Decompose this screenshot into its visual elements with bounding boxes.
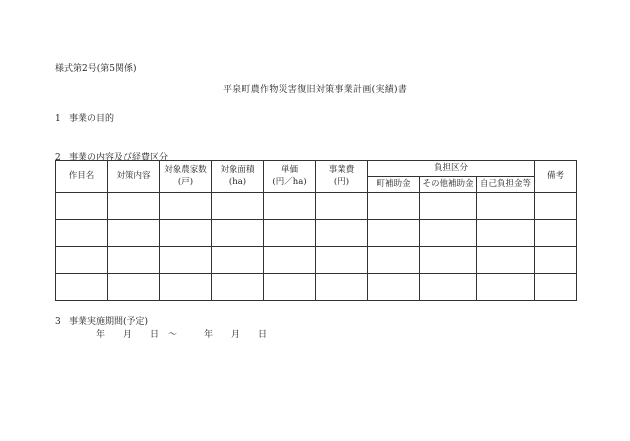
cell-unit-price[interactable] xyxy=(264,247,316,274)
cell-area[interactable] xyxy=(212,247,264,274)
cell-remarks[interactable] xyxy=(535,247,577,274)
cell-other-subsidy[interactable] xyxy=(420,220,477,247)
header-remarks: 備考 xyxy=(535,161,577,193)
table-row xyxy=(56,220,577,247)
table-row xyxy=(56,193,577,220)
cell-measures[interactable] xyxy=(108,220,160,247)
header-unit-price: 単価 (円／ha) xyxy=(264,161,316,193)
cell-farmers[interactable] xyxy=(160,193,212,220)
header-row xyxy=(56,161,577,177)
section-period xyxy=(55,314,148,327)
cell-self-burden[interactable] xyxy=(477,274,535,301)
cell-area[interactable] xyxy=(212,193,264,220)
section-number: 1 xyxy=(55,114,61,124)
cell-measures[interactable] xyxy=(108,193,160,220)
cell-cost[interactable] xyxy=(316,247,368,274)
document-title: 平泉町農作物災害復旧対策事業計画(実績)書 xyxy=(222,85,408,95)
cell-work-name[interactable] xyxy=(56,274,108,301)
form-number: 様式第2号(第5関係) xyxy=(55,64,137,74)
cell-work-name[interactable] xyxy=(56,220,108,247)
cell-other-subsidy[interactable] xyxy=(420,274,477,301)
cell-remarks[interactable] xyxy=(535,274,577,301)
cell-other-subsidy[interactable] xyxy=(420,193,477,220)
cell-work-name[interactable] xyxy=(56,247,108,274)
cell-remarks[interactable] xyxy=(535,193,577,220)
cell-self-burden[interactable] xyxy=(477,193,535,220)
table-row xyxy=(56,247,577,274)
cell-town-subsidy[interactable] xyxy=(368,220,420,247)
cell-remarks[interactable] xyxy=(535,220,577,247)
header-town-subsidy: 町補助金 xyxy=(368,177,420,193)
header-area: 対象面積 (ha) xyxy=(212,161,264,193)
header-other-subsidy: その他補助金 xyxy=(420,177,477,193)
cell-farmers[interactable] xyxy=(160,274,212,301)
cell-cost[interactable] xyxy=(316,220,368,247)
section-purpose xyxy=(55,111,114,124)
cell-unit-price[interactable] xyxy=(264,193,316,220)
section-number: 3 xyxy=(55,317,61,327)
section-label: 事業の目的 xyxy=(69,114,115,124)
cell-cost[interactable] xyxy=(316,193,368,220)
cell-unit-price[interactable] xyxy=(264,274,316,301)
section-label: 事業の内容及び経費区分 xyxy=(69,153,169,163)
cell-self-burden[interactable] xyxy=(477,247,535,274)
cell-farmers[interactable] xyxy=(160,247,212,274)
cell-other-subsidy[interactable] xyxy=(420,247,477,274)
cell-area[interactable] xyxy=(212,274,264,301)
header-measures: 対策内容 xyxy=(108,161,160,193)
header-self-burden: 自己負担金等 xyxy=(477,177,535,193)
header-burden: 負担区分 xyxy=(368,161,535,177)
cell-measures[interactable] xyxy=(108,247,160,274)
cell-farmers[interactable] xyxy=(160,220,212,247)
cell-town-subsidy[interactable] xyxy=(368,247,420,274)
cell-self-burden[interactable] xyxy=(477,220,535,247)
section-label: 事業実施期間(予定) xyxy=(69,317,149,327)
header-work-name: 作目名 xyxy=(56,161,108,193)
cell-town-subsidy[interactable] xyxy=(368,274,420,301)
table-row xyxy=(56,274,577,301)
plan-table xyxy=(55,160,577,301)
header-farmers: 対象農家数 (戸) xyxy=(160,161,212,193)
cell-area[interactable] xyxy=(212,220,264,247)
header-cost: 事業費 (円) xyxy=(316,161,368,193)
cell-town-subsidy[interactable] xyxy=(368,193,420,220)
date-range-field[interactable]: 年 月 日 ～ 年 月 日 xyxy=(96,330,268,340)
cell-unit-price[interactable] xyxy=(264,220,316,247)
cell-cost[interactable] xyxy=(316,274,368,301)
cell-work-name[interactable] xyxy=(56,193,108,220)
cell-measures[interactable] xyxy=(108,274,160,301)
section-number: 2 xyxy=(55,153,61,163)
